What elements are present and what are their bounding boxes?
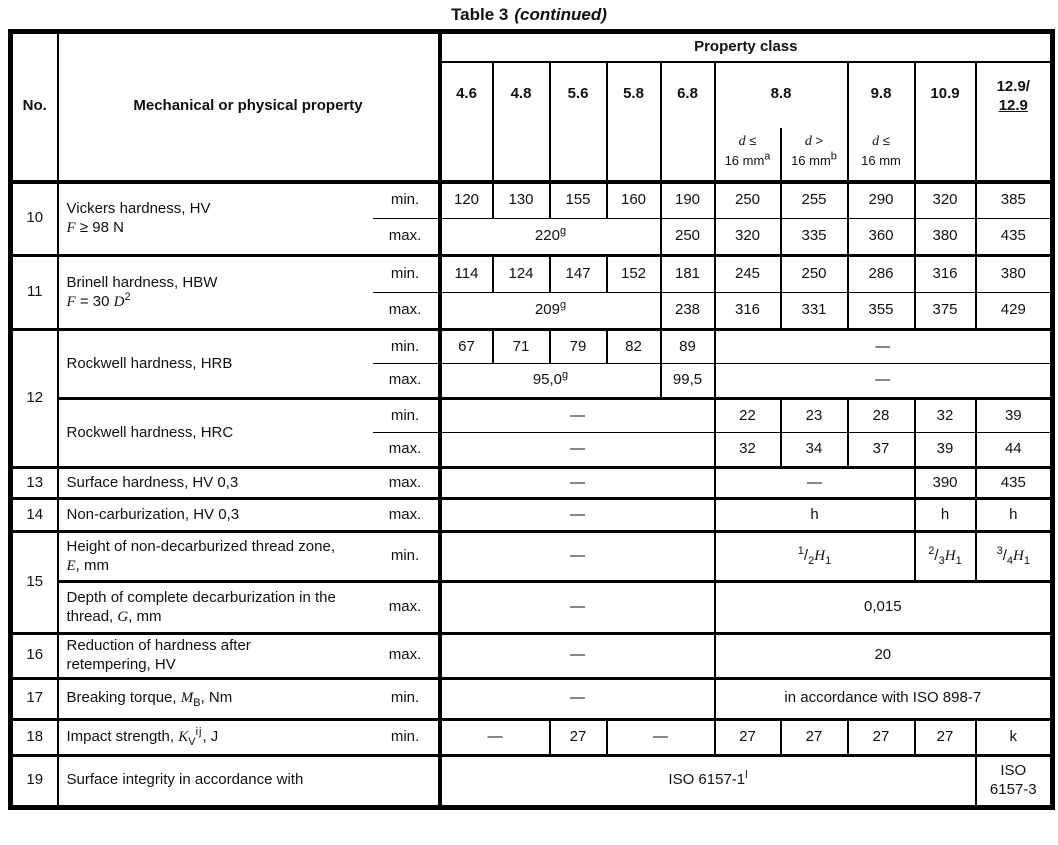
footnote-g: g [559, 225, 567, 238]
r10-min-value: 130 [493, 182, 550, 219]
no-cell-14: 14 [11, 499, 58, 532]
r12-hrc-min-value: 39 [976, 399, 1053, 433]
r11-min-value: 181 [661, 256, 715, 293]
r15-dash-left: — [440, 532, 715, 582]
r10-min-value: 190 [661, 182, 715, 219]
class-12-9-line2: 12.9 [998, 97, 1028, 114]
r12-hrc-max-value: 34 [781, 433, 848, 468]
r12-hrb-min-value: 71 [493, 330, 550, 364]
footnote-l: l [745, 769, 748, 782]
class-header-5-8: 5.8 [607, 62, 661, 182]
r11-max-value: 429 [976, 293, 1053, 330]
no-cell-13: 13 [11, 468, 58, 499]
r10-min-value: 385 [976, 182, 1053, 219]
property-cell-19: Surface integrity in accordance with [58, 755, 440, 807]
r15-dash-b: — [440, 582, 715, 634]
no-cell-15: 15 [11, 532, 58, 634]
table-title-main: Table 3 [451, 5, 509, 24]
r10-min-value: 160 [607, 182, 661, 219]
r11-max-value: 355 [848, 293, 915, 330]
class-header-8-8: 8.8 [715, 62, 848, 128]
class-header-12-9 [976, 62, 1053, 182]
r12-hrc-min-value: 28 [848, 399, 915, 433]
footnote-g: g [559, 299, 567, 312]
r11-min-value: 245 [715, 256, 781, 293]
r10-min-value: 120 [440, 182, 493, 219]
r12-hrb-min-value: 82 [607, 330, 661, 364]
r11-min-value: 380 [976, 256, 1053, 293]
r18-value-9-8: 27 [848, 719, 915, 755]
r17-value: in accordance with ISO 898-7 [715, 678, 1053, 719]
r18-dash-left: — [440, 719, 550, 755]
minmax-label-15-max: max. [373, 582, 440, 634]
table-title [8, 5, 1050, 25]
col-header-property: Mechanical or physical property [58, 32, 440, 182]
minmax-label-12-hrc-min: min. [373, 399, 440, 433]
minmax-label-12-hrc-max: max. [373, 433, 440, 468]
r18-value-8-8b: 27 [781, 719, 848, 755]
r10-max-value: 250 [661, 219, 715, 256]
r16-value: 20 [715, 634, 1053, 679]
r12-hrc-max-value: 37 [848, 433, 915, 468]
class-header-9-8: 9.8 [848, 62, 915, 128]
r12-hrb-max-value: 99,5 [661, 364, 715, 399]
r14-h-10-9: h [915, 499, 976, 532]
r15-fraction-12-9: $^3/_4H_1$ [976, 532, 1053, 582]
minmax-label-18: min. [373, 719, 440, 755]
r10-max-value: 360 [848, 219, 915, 256]
r12-hrb-min-value: 79 [550, 330, 607, 364]
class-header-6-8: 6.8 [661, 62, 715, 182]
r10-max-value: 380 [915, 219, 976, 256]
property-cell-12-hrc: Rockwell hardness, HRC [58, 399, 373, 468]
class-header-4-8: 4.8 [493, 62, 550, 182]
r11-min-value: 114 [440, 256, 493, 293]
r13-dash-left: — [440, 468, 715, 499]
class-12-9-line1: 12.9/ [996, 77, 1030, 95]
r11-min-value: 147 [550, 256, 607, 293]
r12-hrc-min-value: 22 [715, 399, 781, 433]
r19-value-main: ISO 6157-1$^l$ [440, 755, 976, 807]
r10-max-merged: 220$^g$ [440, 219, 661, 256]
r15-fraction-10-9: $^2/_3H_1$ [915, 532, 976, 582]
r10-max-value: 335 [781, 219, 848, 256]
r18-value-12-9: k [976, 719, 1053, 755]
r10-max-value: 435 [976, 219, 1053, 256]
property-cell-17: Breaking torque, $M_B$, Nm [58, 678, 373, 719]
r13-value-12-9: 435 [976, 468, 1053, 499]
subheader-8-8-d-gt-16: d > 16 $mm^b$ [781, 128, 848, 182]
r18-value-10-9: 27 [915, 719, 976, 755]
property-cell-10: Vickers hardness, HV F ≥ 98 N [58, 182, 373, 256]
class-header-4-6: 4.6 [440, 62, 493, 182]
no-cell-18: 18 [11, 719, 58, 755]
r12-hrc-min-dash: — [440, 399, 715, 433]
minmax-label-11-max: max. [373, 293, 440, 330]
r14-h-12-9: h [976, 499, 1053, 532]
property-class-header: Property class [440, 32, 1053, 62]
no-cell-12: 12 [11, 330, 58, 468]
r10-min-value: 250 [715, 182, 781, 219]
r11-min-value: 124 [493, 256, 550, 293]
col-header-no: No. [11, 32, 58, 182]
r12-hrc-max-dash: — [440, 433, 715, 468]
r10-max-value: 320 [715, 219, 781, 256]
subheader-9-8-d-le-16: d ≤ 16 mm [848, 128, 915, 182]
r12-hrc-min-value: 32 [915, 399, 976, 433]
no-cell-10: 10 [11, 182, 58, 256]
class-header-5-6: 5.6 [550, 62, 607, 182]
property-cell-11: Brinell hardness, HBW F = 30 $D^2$ [58, 256, 373, 330]
r19-value-12-9: ISO 6157-3 [976, 755, 1053, 807]
r13-dash-mid: — [715, 468, 915, 499]
r14-dash-left: — [440, 499, 715, 532]
r10-min-value: 290 [848, 182, 915, 219]
table-title-continued: (continued) [514, 5, 607, 24]
minmax-label-12-hrb-max: max. [373, 364, 440, 399]
r12-hrb-max-dash: — [715, 364, 1053, 399]
r11-max-value: 331 [781, 293, 848, 330]
r15-value-b: 0,015 [715, 582, 1053, 634]
minmax-label-15-min: min. [373, 532, 440, 582]
r11-max-value: 238 [661, 293, 715, 330]
r14-h-mid: h [715, 499, 915, 532]
minmax-label-11-min: min. [373, 256, 440, 293]
minmax-label-10-min: min. [373, 182, 440, 219]
minmax-label-17: min. [373, 678, 440, 719]
r11-min-value: 316 [915, 256, 976, 293]
minmax-label-12-hrb-min: min. [373, 330, 440, 364]
r12-hrb-min-value: 67 [440, 330, 493, 364]
footnote-ij: ij [195, 725, 203, 738]
r18-dash-mid: — [607, 719, 715, 755]
property-cell-12-hrb: Rockwell hardness, HRB [58, 330, 373, 399]
no-cell-16: 16 [11, 634, 58, 679]
r10-min-value: 155 [550, 182, 607, 219]
property-cell-13: Surface hardness, HV 0,3 [58, 468, 373, 499]
r12-hrc-max-value: 32 [715, 433, 781, 468]
no-cell-11: 11 [11, 256, 58, 330]
r17-dash: — [440, 678, 715, 719]
r16-dash: — [440, 634, 715, 679]
property-cell-14: Non-carburization, HV 0,3 [58, 499, 373, 532]
r12-hrb-max-merged: 95,0$^g$ [440, 364, 661, 399]
minmax-label-10-max: max. [373, 219, 440, 256]
property-cell-15-height: Height of non-decarburized thread zone, E, mm [58, 532, 373, 582]
r11-min-value: 152 [607, 256, 661, 293]
no-cell-19: 19 [11, 755, 58, 807]
no-cell-17: 17 [11, 678, 58, 719]
r12-hrc-max-value: 44 [976, 433, 1053, 468]
minmax-label-13: max. [373, 468, 440, 499]
r10-min-value: 320 [915, 182, 976, 219]
r10-min-value: 255 [781, 182, 848, 219]
property-class-table [8, 29, 1055, 810]
r12-hrc-min-value: 23 [781, 399, 848, 433]
property-cell-15-depth: Depth of complete decarburization in the thread, G, mm [58, 582, 373, 634]
r11-min-value: 286 [848, 256, 915, 293]
r11-min-value: 250 [781, 256, 848, 293]
r11-max-value: 375 [915, 293, 976, 330]
subheader-8-8-d-le-16: d ≤ 16 $mm^a$ [715, 128, 781, 182]
footnote-b: b [830, 150, 837, 163]
r12-hrb-min-dash: — [715, 330, 1053, 364]
r12-hrc-max-value: 39 [915, 433, 976, 468]
r18-value-5-6: 27 [550, 719, 607, 755]
minmax-label-14: max. [373, 499, 440, 532]
r11-max-merged: 209$^g$ [440, 293, 661, 330]
r15-fraction-mid: $^1/_2H_1$ [715, 532, 915, 582]
r12-hrb-min-value: 89 [661, 330, 715, 364]
property-cell-18: Impact strength, $K_V^{ij}$, J [58, 719, 373, 755]
footnote-a: a [764, 150, 771, 163]
class-header-10-9: 10.9 [915, 62, 976, 182]
property-cell-16: Reduction of hardness after retempering, HV [58, 634, 373, 679]
minmax-label-16: max. [373, 634, 440, 679]
r13-value-10-9: 390 [915, 468, 976, 499]
footnote-g: g [562, 369, 569, 382]
r11-max-value: 316 [715, 293, 781, 330]
r18-value-8-8a: 27 [715, 719, 781, 755]
